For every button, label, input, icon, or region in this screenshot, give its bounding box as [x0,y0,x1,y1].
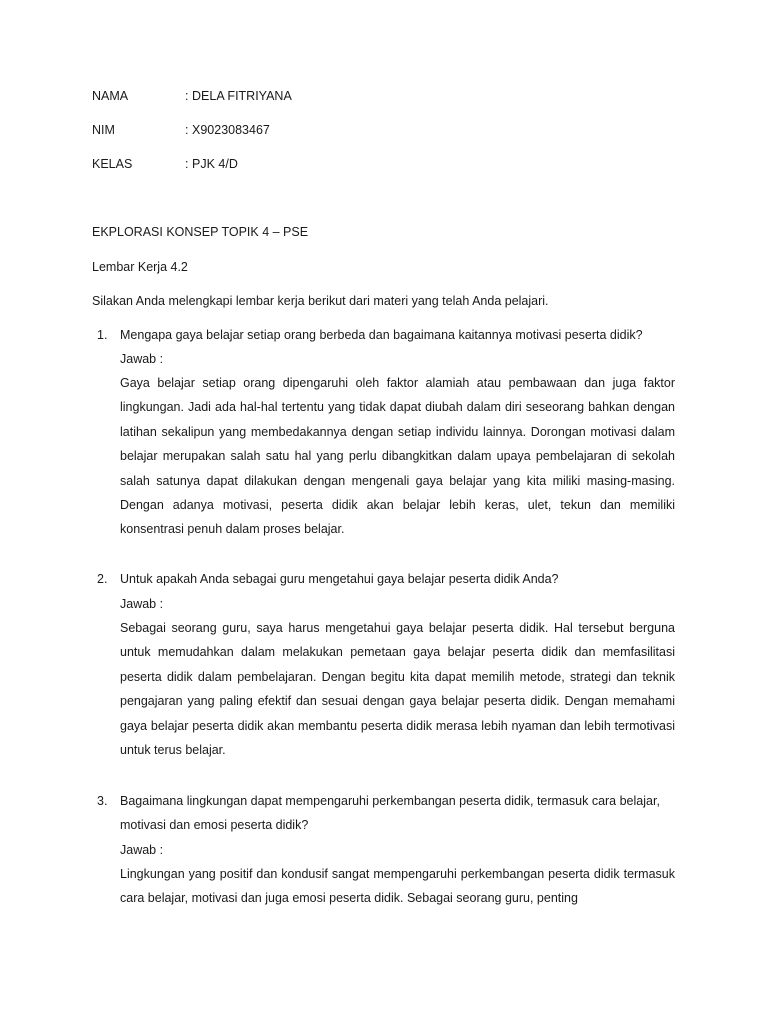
answer-text: Sebagai seorang guru, saya harus mengetahui gaya belajar peserta didik. Hal tersebut berguna untuk memudahkan dalam melakukan pemetaan gaya belajar peserta didik dan memfasilitasi peserta didik dalam pembelajaran. Dengan begitu kita dapat memilih metode, strategi dan teknik pengajaran yang paling efektif dan sesuai dengan gaya belajar peserta didik. Dengan memahami gaya belajar peserta didik akan membantu peserta didik merasa lebih nyaman dan lebih termotivasi untuk terus belajar. [120,621,675,758]
worksheet-title: Lembar Kerja 4.2 [92,260,188,274]
jawab-label: Jawab : [120,843,164,857]
identity-colon: : [185,123,189,137]
topic-title: EKPLORASI KONSEP TOPIK 4 – PSE [92,225,309,239]
identity-value: X9023083467 [192,123,270,137]
question-text: Mengapa gaya belajar setiap orang berbeda dan bagaimana kaitannya motivasi peserta didik? [120,328,643,342]
jawab-label: Jawab : [120,352,164,366]
instruction-text: Silakan Anda melengkapi lembar kerja berikut dari materi yang telah Anda pelajari. [92,294,549,308]
question-number: 2. [97,572,108,586]
answer-text: Lingkungan yang positif dan kondusif sangat mempengaruhi perkembangan peserta didik termasuk cara belajar, motivasi dan juga emosi peserta didik. Sebagai seorang guru, penting [120,867,675,906]
answer-text: Gaya belajar setiap orang dipengaruhi oleh faktor alamiah atau pembawaan dan juga faktor lingkungan. Jadi ada hal-hal tertentu yang tidak dapat diubah dalam diri seseorang bahkan dengan latihan sekalipun yang membedakannya dengan setiap individu lainnya. Dorongan motivasi dalam belajar merupakan salah satu hal yang perlu dibangkitkan dalam upaya pembelajaran di sekolah salah satunya dapat dilakukan dengan mengenali gaya belajar yang kita miliki masing-masing. Dengan adanya motivasi, peserta didik akan belajar lebih keras, ulet, tekun dan memiliki konsentrasi penuh dalam proses belajar. [120,376,675,537]
identity-colon: : [185,157,189,171]
jawab-label: Jawab : [120,597,164,611]
identity-value: DELA FITRIYANA [192,89,292,103]
identity-colon: : [185,89,189,103]
question-number: 3. [97,794,108,808]
question-number: 1. [97,328,108,342]
identity-label: NIM [92,123,115,137]
identity-value: PJK 4/D [192,157,238,171]
identity-label: KELAS [92,157,133,171]
question-text: Bagaimana lingkungan dapat mempengaruhi perkembangan peserta didik, termasuk cara belajar, motivasi dan emosi peserta didik? [120,794,660,833]
identity-label: NAMA [92,89,129,103]
question-text: Untuk apakah Anda sebagai guru mengetahui gaya belajar peserta didik Anda? [120,572,559,586]
